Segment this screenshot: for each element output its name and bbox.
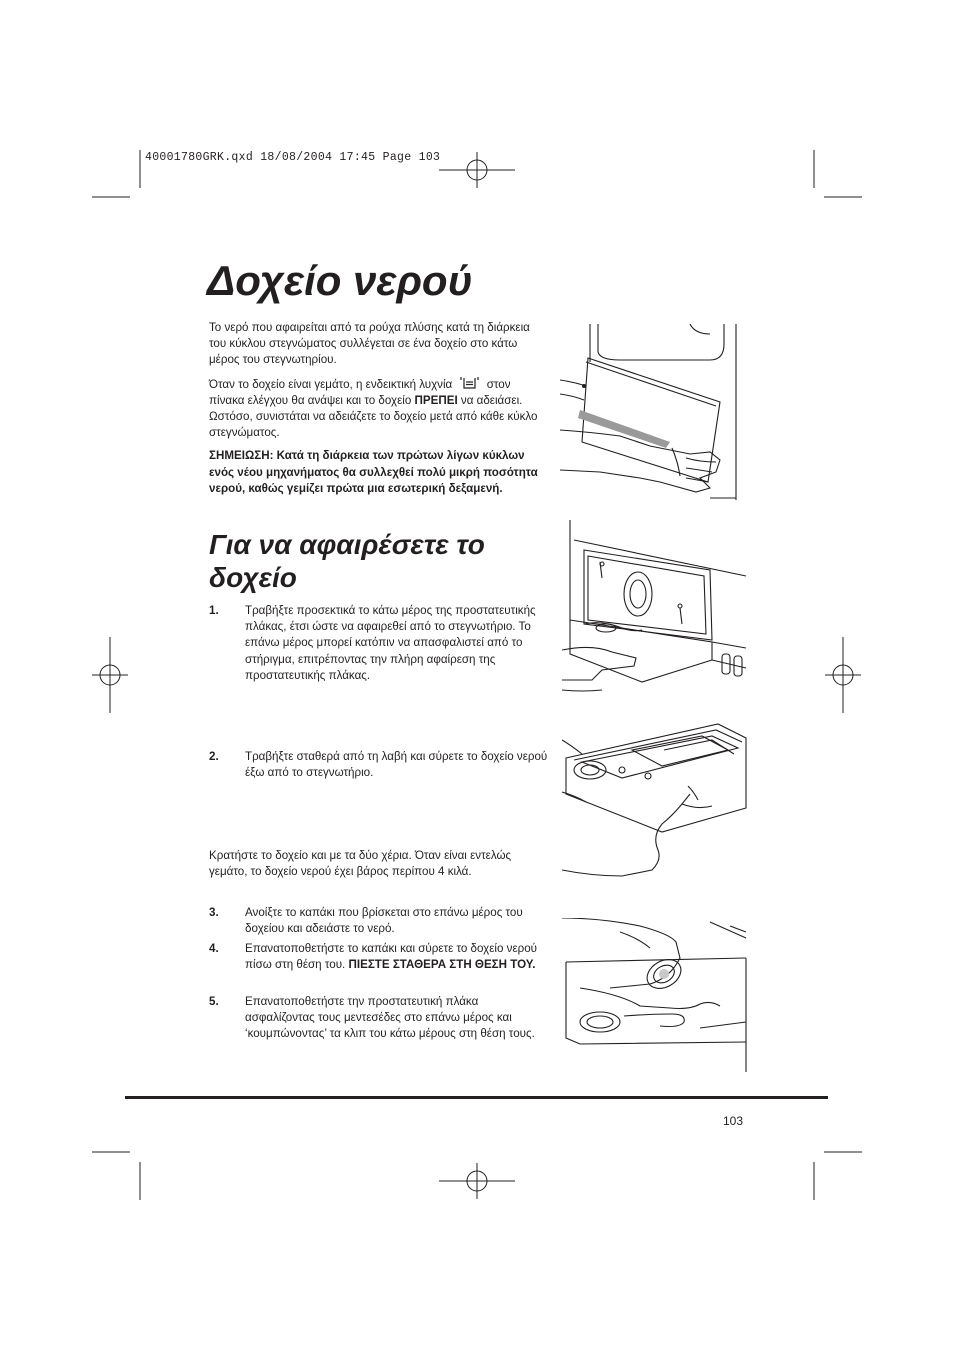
footer-rule	[125, 1096, 828, 1099]
step-3	[209, 905, 549, 937]
step-number: 4.	[209, 942, 219, 955]
lid-open-illustration	[560, 918, 748, 1074]
note-paragraph	[209, 448, 549, 497]
step-number: 5.	[209, 995, 219, 1008]
step-number: 3.	[209, 906, 219, 919]
indicator-paragraph	[209, 376, 549, 442]
step-2	[209, 749, 549, 781]
container-access-illustration	[562, 520, 748, 702]
step-number: 2.	[209, 750, 219, 763]
note-text: ΣΗΜΕΙΩΣΗ: Κατά τη διάρκεια των πρώτων λίγων κύκλων ενός νέου μηχανήματος θα συλλεχθεί πολύ μικρή ποσότητα νερού, καθώς γεμίζει πρώτα μια εσωτερική δεξαμενή.	[209, 449, 538, 495]
step-text: Τραβήξτε σταθερά από τη λαβή και σύρετε το δοχείο νερού έξω από το στεγνωτήριο.	[245, 750, 548, 780]
page-number: 103	[723, 1114, 744, 1128]
page-title: Δοχείο νερού	[207, 257, 473, 304]
step-number: 1.	[209, 604, 219, 617]
step-emphasis: ΠΙΕΣΤΕ ΣΤΑΘΕΡΑ ΣΤΗ ΘΕΣΗ ΤΟΥ.	[348, 958, 536, 972]
water-container-indicator-icon	[460, 376, 480, 390]
indicator-text-b: στον πίνακα ελέγχου θα ανάψει και το δοχείο	[209, 377, 511, 407]
file-slug: 40001780GRK.qxd 18/08/2004 17:45 Page 103	[145, 151, 441, 164]
section-heading: Για να αφαιρέσετε το δοχείο	[209, 529, 485, 593]
indicator-text-c: να αδειάσει. Ωστόσο, συνιστάται να αδειάζετε το δοχείο μετά από κάθε κύκλο στεγνώματος.	[209, 393, 538, 440]
step-4	[209, 941, 549, 973]
kick-plate-removal-illustration	[560, 322, 748, 507]
step-text: Ανοίξτε το καπάκι που βρίσκεται στο επάνω μέρος του δοχείου και αδειάστε το νερό.	[245, 906, 523, 936]
step-text: Επανατοποθετήστε την προστατευτική πλάκα ασφαλίζοντας τους μεντεσέδες στο επάνω μέρος και ‘κουμπώνοντας’ τα κλιπ του κάτω μέρους στη θέση τους.	[245, 995, 535, 1041]
must-emphasis: ΠΡΕΠΕΙ	[414, 393, 458, 407]
step-1	[209, 603, 549, 684]
step-5	[209, 994, 549, 1043]
step-text: Τραβήξτε προσεκτικά το κάτω μέρος της προστατευτικής πλάκας, έτσι ώστε να αφαιρεθεί από το στεγνωτήριο. Το επάνω μέρος μπορεί κατόπιν να απασφαλιστεί από το στήριγμα, επιτρέποντας την πλήρη αφαίρεση της προστατευτικής πλάκας.	[245, 604, 536, 682]
intro-paragraph: Το νερό που αφαιρείται από τα ρούχα πλύσης κατά τη διάρκεια του κύκλου στεγνώματος συλλέγεται σε ένα δοχείο στο κάτω μέρος του στεγνωτηρίου.	[209, 321, 530, 367]
step-text: Επανατοποθετήστε το καπάκι και σύρετε το δοχείο νερού πίσω στη θέση του.	[245, 942, 537, 972]
indicator-text-a: Όταν το δοχείο είναι γεμάτο, η ενδεικτική λυχνία	[209, 377, 453, 391]
intro-section	[209, 320, 549, 504]
container-slide-out-illustration	[562, 720, 748, 880]
hold-paragraph: Κρατήστε το δοχείο και με τα δύο χέρια. Όταν είναι εντελώς γεμάτο, το δοχείο νερού έχει βάρος περίπου 4 κιλά.	[209, 849, 512, 879]
step-text-wrap	[245, 941, 549, 973]
